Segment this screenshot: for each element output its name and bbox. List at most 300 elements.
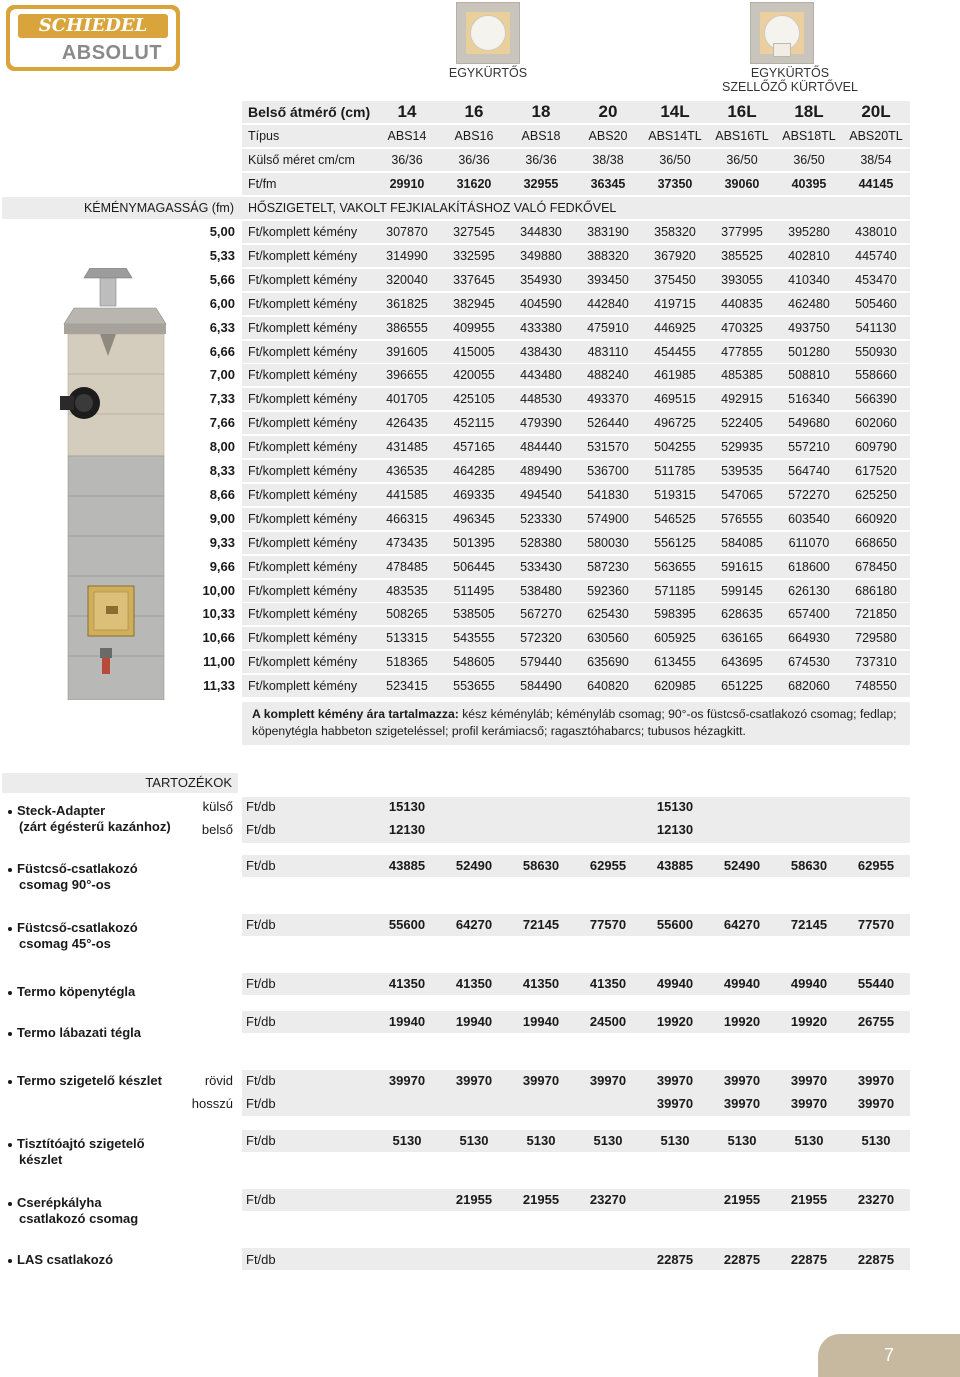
price-cell: 477855 [721,344,763,359]
price-per-meter-label: Ft/fm [248,177,277,191]
price-cell: 377995 [721,225,763,239]
accessory-variant-label: hosszú [191,1096,233,1111]
table-row [0,387,960,411]
group-header-ventilated-line1: EGYKÜRTŐS [750,66,830,80]
price-cell: 625250 [855,487,897,502]
price-cell: 605925 [654,631,696,646]
price-cell: 382945 [453,296,495,311]
price-cell: 508265 [386,607,428,622]
height-cell: 8,00 [209,439,235,455]
accessories-title: TARTOZÉKOK [145,775,232,790]
price-cell: 385525 [721,248,763,263]
accessory-name-line1: Termo lábazati tégla [17,1025,142,1040]
price-cell: 541130 [855,320,897,335]
diameter-label: Belső átmérő (cm) [248,104,371,120]
price-cell: 558660 [855,368,897,383]
price-per-meter-row [0,172,960,196]
section-label: HŐSZIGETELT, VAKOLT FEJKIALAKÍTÁSHOZ VALÓ FEDKŐVEL [248,201,617,215]
included-items-note [242,702,910,745]
price-cell: 721850 [855,607,897,622]
accessory-name [8,1136,145,1168]
price-cell: 611070 [788,535,830,550]
price-cell: 327545 [453,225,495,239]
height-cell: 7,00 [209,367,235,383]
price-cell: 470325 [721,320,763,335]
accessory-unit: Ft/db [246,1073,276,1088]
product-name: ABSOLUT [61,42,162,64]
price-cell: 349880 [520,248,562,263]
accessory-name-line1: Termo szigetelő készlet [17,1073,162,1088]
table-row [0,626,960,650]
table-row [0,244,960,268]
accessory-price-cell: 64270 [723,917,761,932]
price-cell: 599145 [721,583,763,598]
accessory-price-cell: 62955 [857,858,895,873]
outer-size-cell: 36/36 [458,153,490,167]
price-cell: 415005 [453,344,495,359]
accessory-price-cell: 23270 [589,1192,627,1207]
height-cell: 6,00 [209,295,235,311]
price-cell: 402810 [788,248,830,263]
type-cell: ABS14TL [648,129,702,143]
accessory-price-cell: 77570 [857,917,895,932]
price-cell: 488240 [587,368,629,383]
price-cell: 543555 [453,631,495,646]
accessory-price-cell: 41350 [388,976,426,991]
diameter-cell: 14L [660,102,690,121]
diameter-cell: 20L [861,102,891,121]
price-cell: 448530 [520,392,562,407]
group-header-ventilated [710,66,870,94]
accessory-price-cell: 5130 [660,1133,690,1148]
accessory-name-line1: Tisztítóajtó szigetelő [17,1136,145,1151]
price-cell: 511785 [654,464,696,478]
price-cell: 626130 [788,583,830,598]
price-cell: 526440 [587,416,629,431]
price-cell: 748550 [855,679,897,694]
price-cell: 531570 [587,440,629,455]
price-cell: 579440 [520,655,562,670]
price-cell: 431485 [386,440,428,455]
accessory-price-cell: 49940 [790,976,828,991]
accessory-name [8,1252,113,1268]
price-per-meter-cell: 31620 [456,177,492,191]
outer-size-cell: 36/36 [391,153,423,167]
outer-size-cell: 38/54 [860,153,892,167]
type-cell: ABS20TL [849,129,903,143]
accessory-name [8,984,135,1000]
diameter-cell: 14 [397,102,417,121]
price-cell: 682060 [788,679,830,694]
accessory-price-cell: 39970 [388,1073,426,1088]
group-header-ventilated-line2: SZELLŐZŐ KÜRTŐVEL [722,80,858,94]
price-cell: 386555 [386,320,428,335]
price-cell: 660920 [855,511,897,526]
accessory-unit: Ft/db [246,1014,276,1029]
price-cell: 479390 [520,416,562,431]
type-label: Típus [248,129,280,143]
price-cell: 395280 [788,225,830,239]
accessory-variant-label: rövid [204,1073,233,1088]
accessory-price-cell: 39970 [857,1073,895,1088]
price-cell: 401705 [386,392,428,407]
table-row [0,483,960,507]
unit-cell: Ft/komplett kémény [248,296,358,311]
height-cell: 9,00 [209,510,235,526]
accessory-name-line1: Cserépkályha [17,1195,102,1210]
type-cell: ABS18TL [782,129,836,143]
type-cell: ABS20 [588,129,628,143]
price-cell: 332595 [453,248,495,263]
table-row [0,435,960,459]
price-cell: 420055 [453,368,495,383]
price-cell: 492915 [721,392,763,407]
price-cell: 464285 [453,464,495,478]
price-cell: 618600 [788,559,830,574]
price-cell: 529935 [721,440,763,455]
accessory-name-line1: LAS csatlakozó [17,1252,114,1267]
price-cell: 541830 [587,487,629,502]
price-cell: 536700 [587,464,629,478]
price-cell: 446925 [654,320,696,335]
price-cell: 493750 [788,320,830,335]
brand-logo [6,5,180,71]
height-cell: 5,66 [209,271,235,287]
outer-size-cell: 36/50 [659,153,691,167]
price-cell: 426435 [386,416,428,431]
unit-cell: Ft/komplett kémény [248,583,358,598]
price-cell: 337645 [453,272,495,287]
accessory-price-cell: 39970 [723,1096,761,1111]
height-cell: 5,33 [209,247,235,263]
accessory-price-cell: 22875 [790,1252,828,1267]
price-cell: 425105 [453,392,495,407]
table-row [0,579,960,603]
accessory-price-cell: 39970 [455,1073,493,1088]
price-cell: 636165 [721,631,763,646]
height-cell: 9,66 [209,558,235,574]
accessory-name [8,1195,138,1227]
unit-cell: Ft/komplett kémény [248,535,358,550]
accessory-price-cell: 21955 [790,1192,828,1207]
price-cell: 483535 [386,583,428,598]
table-row [0,602,960,626]
price-cell: 668650 [855,535,897,550]
price-cell: 438010 [855,225,897,239]
price-per-meter-cell: 29910 [389,177,425,191]
accessory-unit: Ft/db [246,799,276,814]
price-cell: 440835 [721,296,763,311]
bullet-icon [8,927,12,931]
price-cell: 452115 [453,416,495,431]
price-cell: 391605 [386,344,428,359]
price-cell: 522405 [721,416,763,431]
price-cell: 513315 [386,631,428,646]
price-cell: 587230 [587,559,629,574]
price-cell: 393055 [721,272,763,287]
accessory-price-cell: 58630 [522,858,560,873]
price-cell: 564740 [788,464,830,478]
accessory-price-cell: 72145 [522,917,560,932]
diameter-cell: 16L [727,102,757,121]
accessory-price-cell: 72145 [790,917,828,932]
accessory-unit: Ft/db [246,976,276,991]
accessory-price-cell: 21955 [522,1192,560,1207]
price-cell: 651225 [721,679,763,694]
price-cell: 528380 [520,535,562,550]
price-cell: 469335 [453,487,495,502]
table-row [0,650,960,674]
price-cell: 442840 [587,296,629,311]
accessory-price-cell: 49940 [656,976,694,991]
accessory-price-cell: 39970 [723,1073,761,1088]
table-row [0,674,960,698]
unit-cell: Ft/komplett kémény [248,225,358,239]
accessory-price-cell: 5130 [861,1133,891,1148]
price-cell: 457165 [453,440,495,455]
price-cell: 617520 [855,464,897,478]
accessory-name-line1: Füstcső-csatlakozó [17,920,138,935]
accessory-price-cell: 19920 [656,1014,694,1029]
price-cell: 538480 [520,583,562,598]
price-cell: 433380 [520,320,562,335]
accessory-name-line1: Steck-Adapter [17,803,106,818]
table-row [0,268,960,292]
accessory-price-cell: 55440 [857,976,895,991]
accessory-price-cell: 12130 [388,822,426,837]
accessory-price-cell: 19940 [522,1014,560,1029]
price-cell: 501395 [453,535,495,550]
accessory-price-cell: 22875 [656,1252,694,1267]
price-cell: 625430 [587,607,629,622]
price-cell: 461985 [654,368,696,383]
price-cell: 516340 [788,392,830,407]
outer-size-cell: 38/38 [592,153,624,167]
accessory-name-line2: (zárt égésterű kazánhoz) [19,819,171,834]
bullet-icon [8,1259,12,1263]
price-cell: 584085 [721,535,763,550]
brand-name: SCHIEDEL [18,14,168,38]
price-cell: 375450 [654,272,696,287]
unit-cell: Ft/komplett kémény [248,272,358,287]
accessory-price-cell: 5130 [593,1133,623,1148]
price-cell: 484440 [520,440,562,455]
accessory-price-cell: 41350 [522,976,560,991]
price-cell: 630560 [587,631,629,646]
accessory-price-cell: 43885 [656,858,694,873]
accessory-variant-label: belső [201,822,233,837]
accessory-variant-label: külső [202,799,233,814]
diameter-cell: 18L [794,102,824,121]
accessory-price-cell: 52490 [455,858,493,873]
price-cell: 674530 [788,655,830,670]
unit-cell: Ft/komplett kémény [248,368,358,383]
table-row [0,363,960,387]
price-cell: 443480 [520,368,562,383]
price-cell: 602060 [855,416,897,431]
accessory-unit: Ft/db [246,1133,276,1148]
unit-cell: Ft/komplett kémény [248,655,358,670]
unit-cell: Ft/komplett kémény [248,392,358,407]
height-cell: 6,33 [209,319,235,335]
price-cell: 489490 [520,464,562,478]
price-cell: 546525 [654,511,696,526]
price-cell: 354930 [520,272,562,287]
accessory-price-cell: 21955 [455,1192,493,1207]
accessory-unit: Ft/db [246,822,276,837]
price-cell: 436535 [386,464,428,478]
height-cell: 8,66 [209,486,235,502]
price-cell: 563655 [654,559,696,574]
price-cell: 441585 [386,487,428,502]
price-per-meter-cell: 44145 [858,177,894,191]
accessory-price-cell: 49940 [723,976,761,991]
price-cell: 501280 [788,344,830,359]
price-cell: 473435 [386,535,428,550]
outer-size-cell: 36/50 [793,153,825,167]
accessory-name-line2: csomag 90°-os [19,877,111,892]
price-cell: 388320 [587,248,629,263]
price-cell: 686180 [855,583,897,598]
price-cell: 496345 [453,511,495,526]
price-cell: 572320 [520,631,562,646]
type-cell: ABS16 [454,129,494,143]
table-row [0,340,960,364]
table-row [0,220,960,244]
accessory-price-cell: 41350 [455,976,493,991]
type-cell: ABS14 [387,129,427,143]
height-cell: 9,33 [209,534,235,550]
price-cell: 538505 [453,607,495,622]
accessory-price-cell: 41350 [589,976,627,991]
price-cell: 505460 [855,296,897,311]
price-cell: 523415 [386,679,428,694]
bullet-icon [8,1143,12,1147]
price-cell: 519315 [654,487,696,502]
accessory-price-cell: 22875 [723,1252,761,1267]
accessory-price-cell: 23270 [857,1192,895,1207]
diameter-cell: 18 [531,102,551,121]
accessory-unit: Ft/db [246,917,276,932]
single-flue-block-image [456,2,520,64]
accessory-price-cell: 5130 [526,1133,556,1148]
price-cell: 314990 [386,248,428,263]
accessory-price-cell: 77570 [589,917,627,932]
outer-size-cell: 36/50 [726,153,758,167]
section-row [0,196,960,220]
height-cell: 5,00 [209,224,235,239]
bullet-icon [8,868,12,872]
price-cell: 410340 [788,272,830,287]
accessory-price-cell: 21955 [723,1192,761,1207]
accessory-name-line1: Füstcső-csatlakozó [17,861,138,876]
type-cell: ABS16TL [715,129,769,143]
table-row [0,316,960,340]
price-cell: 454455 [654,344,696,359]
unit-cell: Ft/komplett kémény [248,248,358,263]
accessory-name-line2: készlet [19,1152,63,1167]
price-per-meter-cell: 32955 [523,177,559,191]
accessory-unit: Ft/db [246,858,276,873]
unit-cell: Ft/komplett kémény [248,679,358,694]
accessory-price-cell: 39970 [857,1096,895,1111]
accessory-name [8,920,138,952]
price-cell: 664930 [788,631,830,646]
price-cell: 478485 [386,559,428,574]
bullet-icon [8,810,12,814]
price-cell: 556125 [654,535,696,550]
price-cell: 678450 [855,559,897,574]
unit-cell: Ft/komplett kémény [248,344,358,359]
price-cell: 409955 [453,320,495,335]
accessory-price-cell: 19920 [723,1014,761,1029]
accessory-price-cell: 22875 [857,1252,895,1267]
type-row [0,124,960,148]
accessory-price-cell: 26755 [857,1014,895,1029]
accessory-unit: Ft/db [246,1096,276,1111]
price-cell: 344830 [520,225,562,239]
unit-cell: Ft/komplett kémény [248,320,358,335]
accessory-price-cell: 39970 [522,1073,560,1088]
diameter-cell: 16 [464,102,484,121]
price-cell: 511495 [453,583,495,598]
price-cell: 466315 [386,511,428,526]
accessory-price-cell: 39970 [790,1073,828,1088]
accessory-name [8,1025,141,1041]
accessory-price-cell: 19920 [790,1014,828,1029]
price-cell: 640820 [587,679,629,694]
price-per-meter-cell: 40395 [791,177,827,191]
accessory-price-cell: 55600 [388,917,426,932]
accessory-price-cell: 15130 [656,799,694,814]
price-cell: 493370 [587,392,629,407]
price-cell: 576555 [721,511,763,526]
note-heading: A komplett kémény ára tartalmazza: [252,707,459,721]
price-cell: 572270 [788,487,830,502]
accessory-unit: Ft/db [246,1252,276,1267]
price-cell: 438430 [520,344,562,359]
accessory-price-cell: 5130 [794,1133,824,1148]
unit-cell: Ft/komplett kémény [248,631,358,646]
price-cell: 496725 [654,416,696,431]
outer-size-row [0,148,960,172]
price-cell: 609790 [855,440,897,455]
price-cell: 404590 [520,296,562,311]
price-cell: 574900 [587,511,629,526]
price-cell: 628635 [721,607,763,622]
accessory-price-cell: 5130 [392,1133,422,1148]
table-row [0,459,960,483]
height-cell: 10,33 [202,606,235,622]
height-cell: 7,66 [209,415,235,431]
accessory-name [8,803,171,835]
price-cell: 307870 [386,225,428,239]
accessory-unit: Ft/db [246,1192,276,1207]
bullet-icon [8,1080,12,1084]
price-per-meter-cell: 39060 [724,177,760,191]
table-row [0,531,960,555]
note-text: kész kéményláb; kéményláb csomag; 90°-os füstcső-csatlakozó csomag; fedlap; köpenytégla habbeton szigeteléssel; profil kerámiacső; ragasztóhabarcs; tubusos hézagkitt. [252,707,897,738]
height-cell: 6,66 [209,343,235,359]
price-cell: 445740 [855,248,897,263]
price-cell: 584490 [520,679,562,694]
price-cell: 550930 [855,344,897,359]
accessory-price-cell: 12130 [656,822,694,837]
price-cell: 591615 [721,559,763,574]
price-cell: 506445 [453,559,495,574]
price-cell: 533430 [520,559,562,574]
price-cell: 603540 [788,511,830,526]
